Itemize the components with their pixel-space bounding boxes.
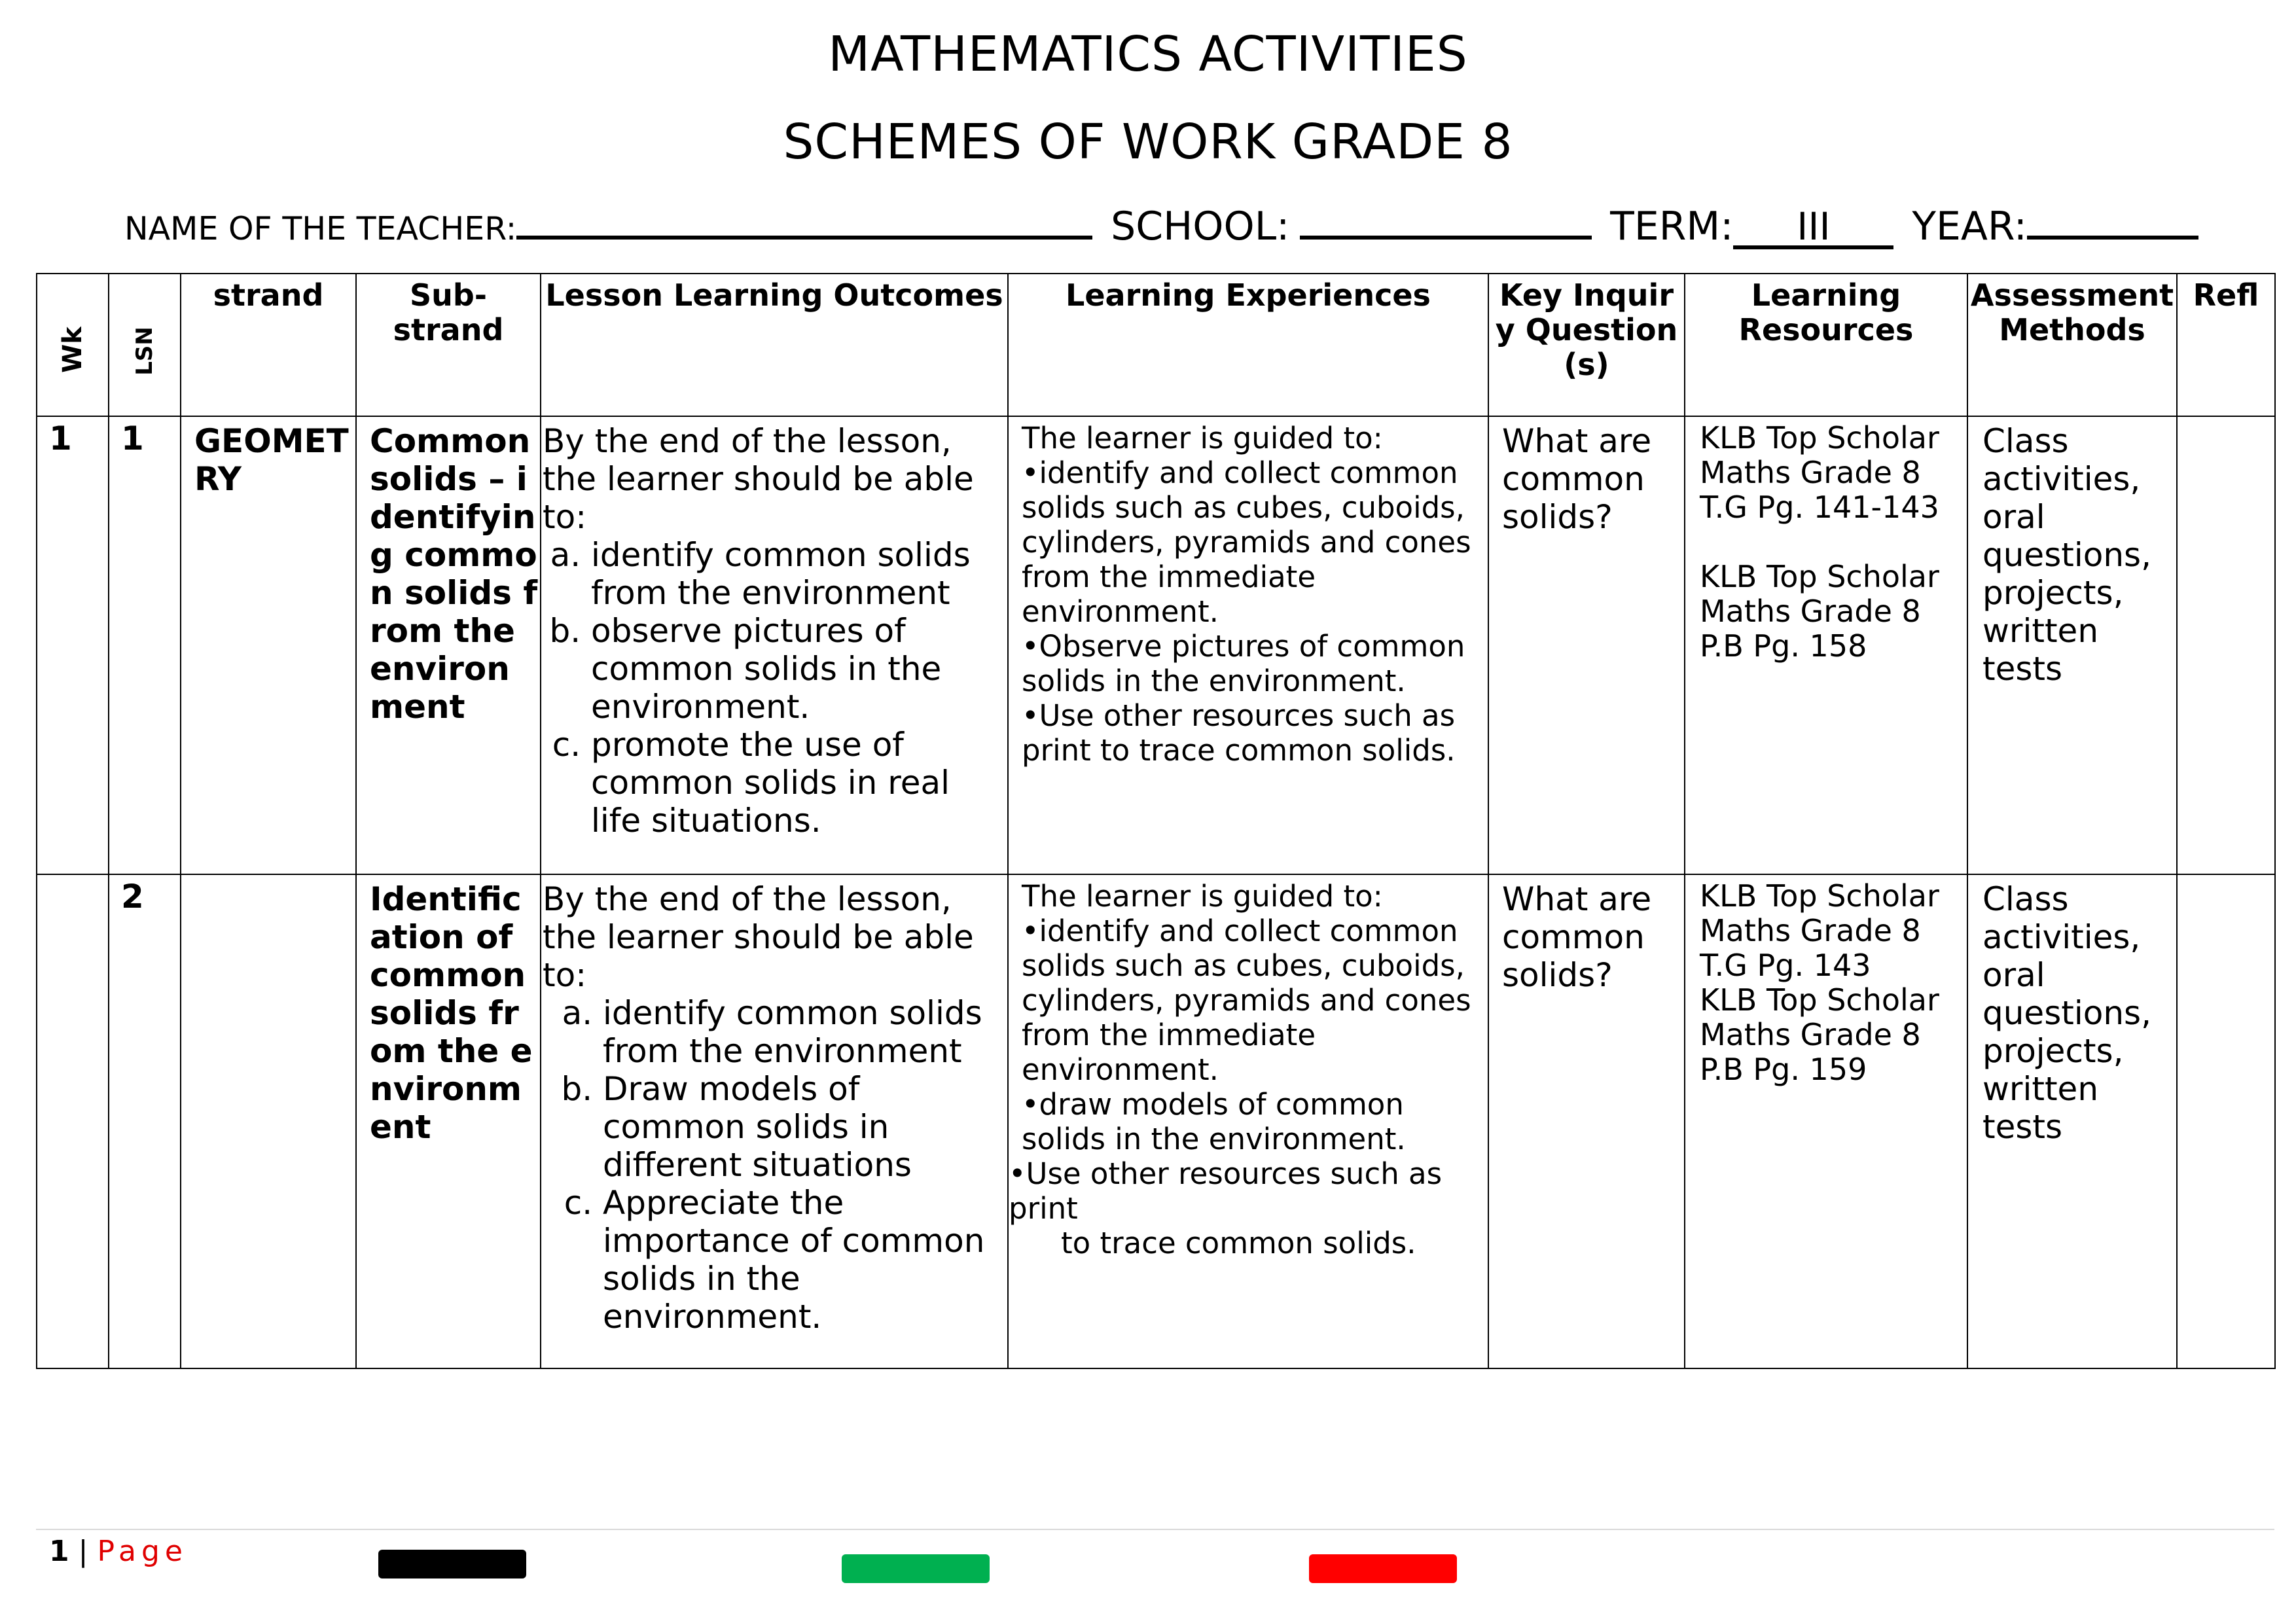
experiences-cell — [1008, 416, 1488, 874]
reflection-cell[interactable] — [2177, 874, 2275, 1368]
table-row — [37, 416, 2275, 874]
outcomes-intro: By the end of the lesson, the learner should be able to: — [543, 880, 974, 994]
experience-item: • draw models of common solids in the environment. — [1022, 1087, 1486, 1156]
col-header-wk: Wk — [37, 274, 109, 416]
col-header-assessment: Assessment Methods — [1967, 274, 2177, 416]
outcome-item: c. Appreciate the importance of common solids in the environment. — [603, 1184, 1006, 1336]
experience-item: • Observe pictures of common solids in the environment. — [1022, 629, 1486, 698]
experience-item-continued: to trace common solids. — [1061, 1226, 1416, 1260]
school-label: SCHOOL: — [1111, 204, 1290, 249]
footer-divider — [36, 1529, 2274, 1530]
sub-strand-cell: Common solids – identifying common solids from the environment — [356, 416, 541, 874]
col-header-experiences: Learning Experiences — [1008, 274, 1488, 416]
resource-item: KLB Top Scholar Maths Grade 8 P.B Pg. 159 — [1700, 982, 1939, 1087]
outcomes-intro: By the end of the lesson, the learner should be able to: — [543, 422, 974, 536]
footer-bar-red — [1309, 1554, 1457, 1583]
strand-cell — [181, 874, 356, 1368]
resources-cell — [1685, 416, 1967, 874]
outcome-item: a. identify common solids from the environment — [591, 536, 1006, 612]
assessment-cell: Class activities, oral questions, projects, written tests — [1967, 874, 2177, 1368]
experiences-intro: The learner is guided to: — [1022, 421, 1383, 455]
key-question-cell: What are common solids? — [1488, 416, 1685, 874]
experience-item: • Use other resources such as print — [1009, 1156, 1486, 1226]
footer-bar-green — [842, 1554, 990, 1583]
table-row — [37, 874, 2275, 1368]
table-header-row — [37, 274, 2275, 416]
outcome-item: c. promote the use of common solids in real life situations. — [591, 726, 1006, 840]
resources-cell — [1685, 874, 1967, 1368]
term-label: TERM: — [1610, 204, 1734, 249]
page-separator: | — [78, 1535, 88, 1568]
col-header-key-question: Key Inquiry Question(s) — [1488, 274, 1685, 416]
teacher-label: NAME OF THE TEACHER: — [124, 210, 517, 247]
outcomes-cell — [541, 874, 1008, 1368]
page-number — [49, 1535, 188, 1568]
resource-item: KLB Top Scholar Maths Grade 8 T.G Pg. 143 — [1700, 878, 1939, 983]
col-header-lsn: LSN — [109, 274, 181, 416]
col-header-strand: strand — [181, 274, 356, 416]
outcome-item: b. observe pictures of common solids in the environment. — [591, 612, 1006, 726]
col-header-outcomes: Lesson Learning Outcomes — [541, 274, 1008, 416]
document-subtitle: SCHEMES OF WORK GRADE 8 — [783, 114, 1513, 170]
col-header-resources: Learning Resources — [1685, 274, 1967, 416]
outcome-item: b. Draw models of common solids in different situations — [603, 1070, 1006, 1184]
page-label: Page — [97, 1535, 188, 1568]
key-question-cell: What are common solids? — [1488, 874, 1685, 1368]
lsn-cell: 2 — [109, 874, 181, 1368]
strand-cell: GEOMETRY — [181, 416, 356, 874]
outcomes-cell — [541, 416, 1008, 874]
sub-strand-cell: Identification of common solids from the environment — [356, 874, 541, 1368]
outcome-item: a. identify common solids from the environment — [603, 994, 1006, 1070]
experiences-cell — [1008, 874, 1488, 1368]
experiences-intro: The learner is guided to: — [1022, 879, 1383, 914]
resource-item: KLB Top Scholar Maths Grade 8 T.G Pg. 141-143 — [1700, 420, 1939, 525]
term-field[interactable]: III — [1733, 207, 1893, 249]
wk-cell — [37, 874, 109, 1368]
footer-bar-black — [378, 1550, 526, 1578]
experience-item: • Use other resources such as print to trace common solids. — [1022, 698, 1486, 768]
teacher-name-field[interactable] — [516, 198, 1092, 240]
teacher-info-row — [124, 198, 2198, 249]
experience-item: • identify and collect common solids such as cubes, cuboids, cylinders, pyramids and cones from the immediate environment. — [1022, 914, 1486, 1087]
page-number-value: 1 — [49, 1535, 69, 1568]
school-field[interactable] — [1300, 198, 1592, 240]
col-header-reflection: Refl — [2177, 274, 2275, 416]
scheme-of-work-table — [36, 273, 2276, 1369]
reflection-cell[interactable] — [2177, 416, 2275, 874]
resource-item: KLB Top Scholar Maths Grade 8 P.B Pg. 158 — [1700, 559, 1939, 664]
col-header-sub-strand: Sub-strand — [356, 274, 541, 416]
document-title: MATHEMATICS ACTIVITIES — [828, 26, 1468, 82]
year-label: YEAR: — [1912, 204, 2027, 249]
lsn-cell: 1 — [109, 416, 181, 874]
year-field[interactable] — [2027, 198, 2198, 240]
experience-item: • identify and collect common solids such as cubes, cuboids, cylinders, pyramids and cones from the immediate environment. — [1022, 455, 1486, 629]
assessment-cell: Class activities, oral questions, projects, written tests — [1967, 416, 2177, 874]
wk-cell: 1 — [37, 416, 109, 874]
